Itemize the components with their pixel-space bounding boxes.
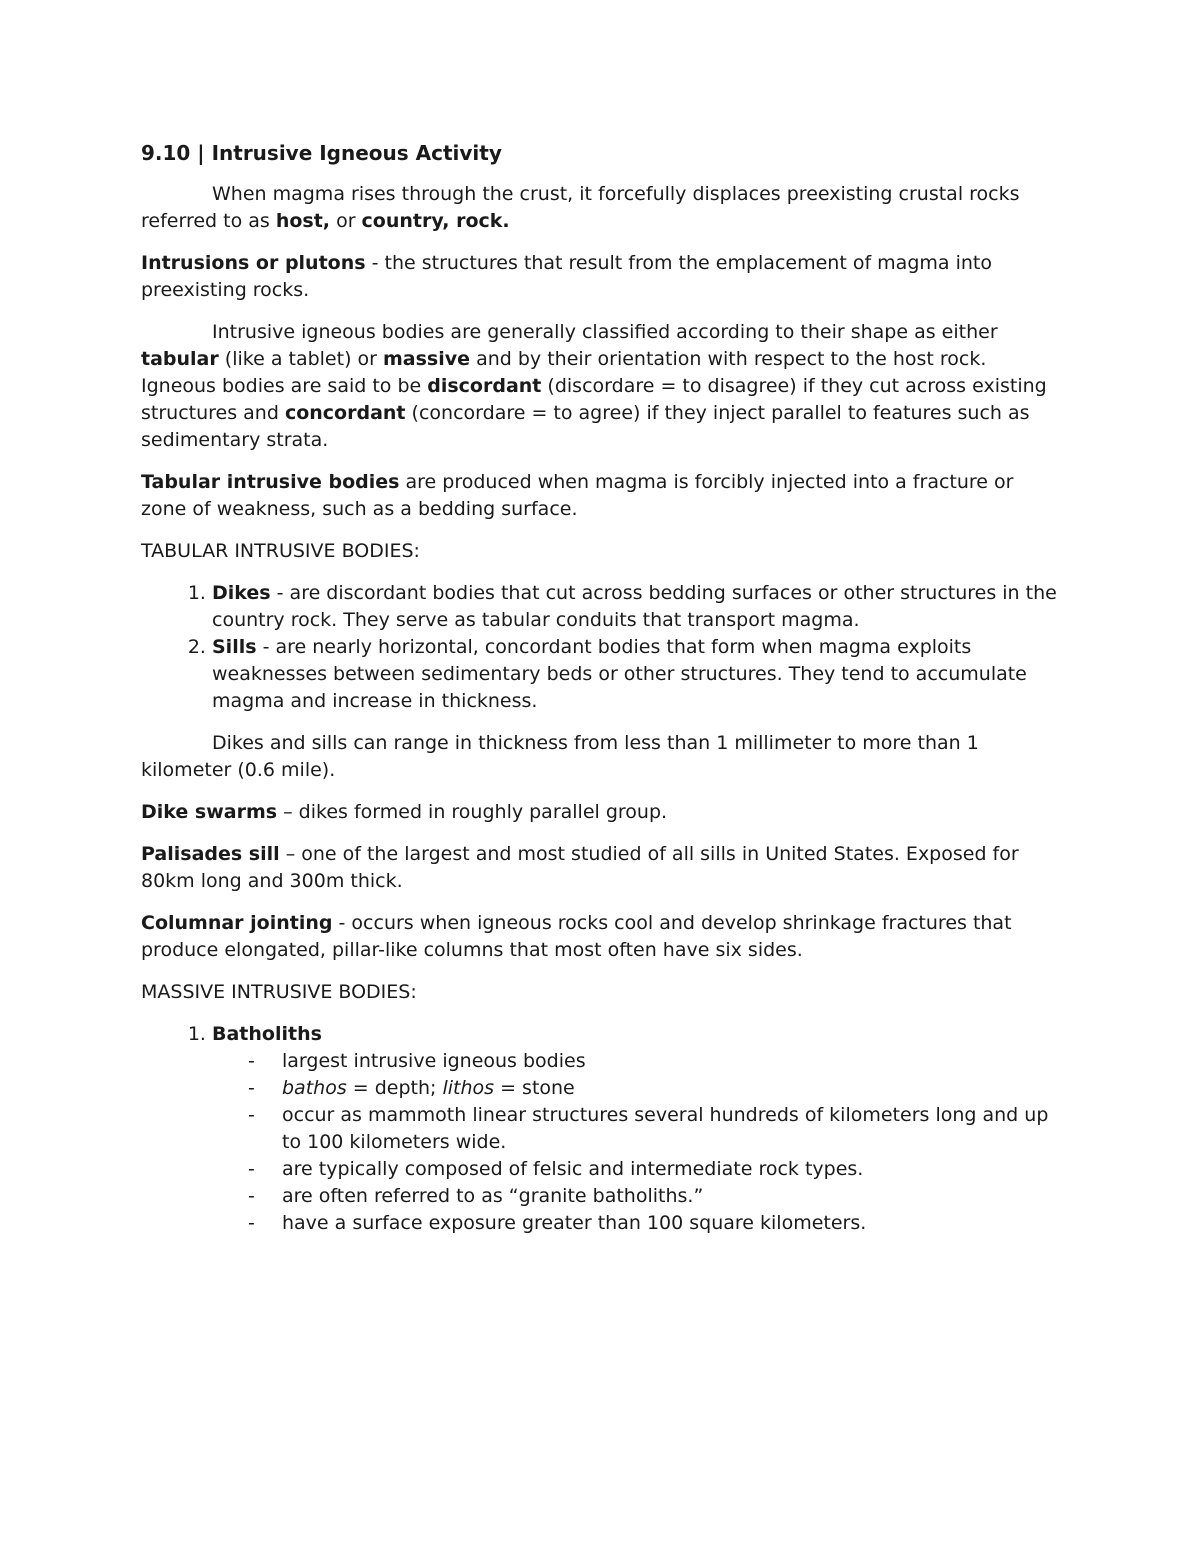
list-item [212,580,1060,634]
bold-term: Palisades sill [141,843,280,865]
bold-term: country, rock. [361,210,510,232]
batholith-points [212,1048,1060,1237]
text: = depth; [346,1077,443,1099]
text: Intrusive igneous bodies are generally classified according to their shape as either [212,321,998,343]
bold-term: concordant [284,402,406,424]
text: (like a tablet) or [218,348,383,370]
massive-heading: MASSIVE INTRUSIVE BODIES: [141,981,417,1003]
tabular-heading: TABULAR INTRUSIVE BODIES: [141,540,420,562]
bold-term: discordant [427,375,542,397]
bold-term: Tabular intrusive bodies [141,471,400,493]
bold-term: massive [383,348,471,370]
bold-term: Sills [212,636,257,658]
paragraph-dike-swarms [141,799,1060,826]
text: - are discordant bodies that cut across bedding surfaces or other structures in the country rock. They serve as tabular conduits that transport magma. [212,582,1057,631]
paragraph-host-rock [141,181,1060,235]
bold-term: Dike swarms [141,801,278,823]
text: - occurs when igneous rocks cool and develop shrinkage fractures that produce elongated, pillar-like columns that most often have six sides. [141,912,1012,961]
italic-term: lithos [442,1077,495,1099]
paragraph-thickness: Dikes and sills can range in thickness from less than 1 millimeter to more than 1 kilometer (0.6 mile). [141,732,979,781]
text: - are nearly horizontal, concordant bodies that form when magma exploits weaknesses between sedimentary beds or other structures. They tend to accumulate magma and increase in thickness. [212,636,1027,712]
list-item: - have a surface exposure greater than 100 square kilometers. [282,1210,1060,1237]
text: and by their orientation with respect to the host rock. Igneous bodies are said to be [141,348,987,397]
paragraph-columnar [141,910,1060,964]
paragraph-tabular-bodies [141,469,1060,523]
bold-term: Columnar jointing [141,912,333,934]
massive-list [141,1021,1060,1237]
list-item: - are often referred to as “granite batholiths.” [282,1183,1060,1210]
text: – one of the largest and most studied of all sills in United States. Exposed for 80km long and 300m thick. [141,843,1019,892]
italic-term: bathos [282,1077,347,1099]
bold-term: tabular [141,348,219,370]
text: – dikes formed in roughly parallel group. [277,801,668,823]
bold-term: host, [275,210,331,232]
text: are produced when magma is forcibly injected into a fracture or zone of weakness, such as a bedding surface. [141,471,1014,520]
list-item [212,1021,1060,1237]
paragraph-classification [141,319,1060,454]
text: or [330,210,362,232]
bold-term: Dikes [212,582,271,604]
text: = stone [494,1077,575,1099]
bold-term: Batholiths [212,1023,322,1045]
section-title: 9.10 | Intrusive Igneous Activity [141,141,502,165]
list-item: - largest intrusive igneous bodies [282,1048,1060,1075]
tabular-list [141,580,1060,715]
list-item: - are typically composed of felsic and intermediate rock types. [282,1156,1060,1183]
bold-term: Intrusions or plutons [141,252,366,274]
list-item [282,1075,1060,1102]
list-item: - occur as mammoth linear structures several hundreds of kilometers long and up to 100 kilometers wide. [282,1102,1060,1156]
list-item [212,634,1060,715]
text: When magma rises through the crust, it forcefully displaces preexisting crustal rocks referred to as [141,183,1020,232]
paragraph-palisades [141,841,1060,895]
text: - the structures that result from the emplacement of magma into preexisting rocks. [141,252,992,301]
paragraph-intrusions [141,250,1060,304]
text: (concordare = to agree) if they inject parallel to features such as sedimentary strata. [141,402,1030,451]
text: (discordare = to disagree) if they cut across existing structures and [141,375,1047,424]
